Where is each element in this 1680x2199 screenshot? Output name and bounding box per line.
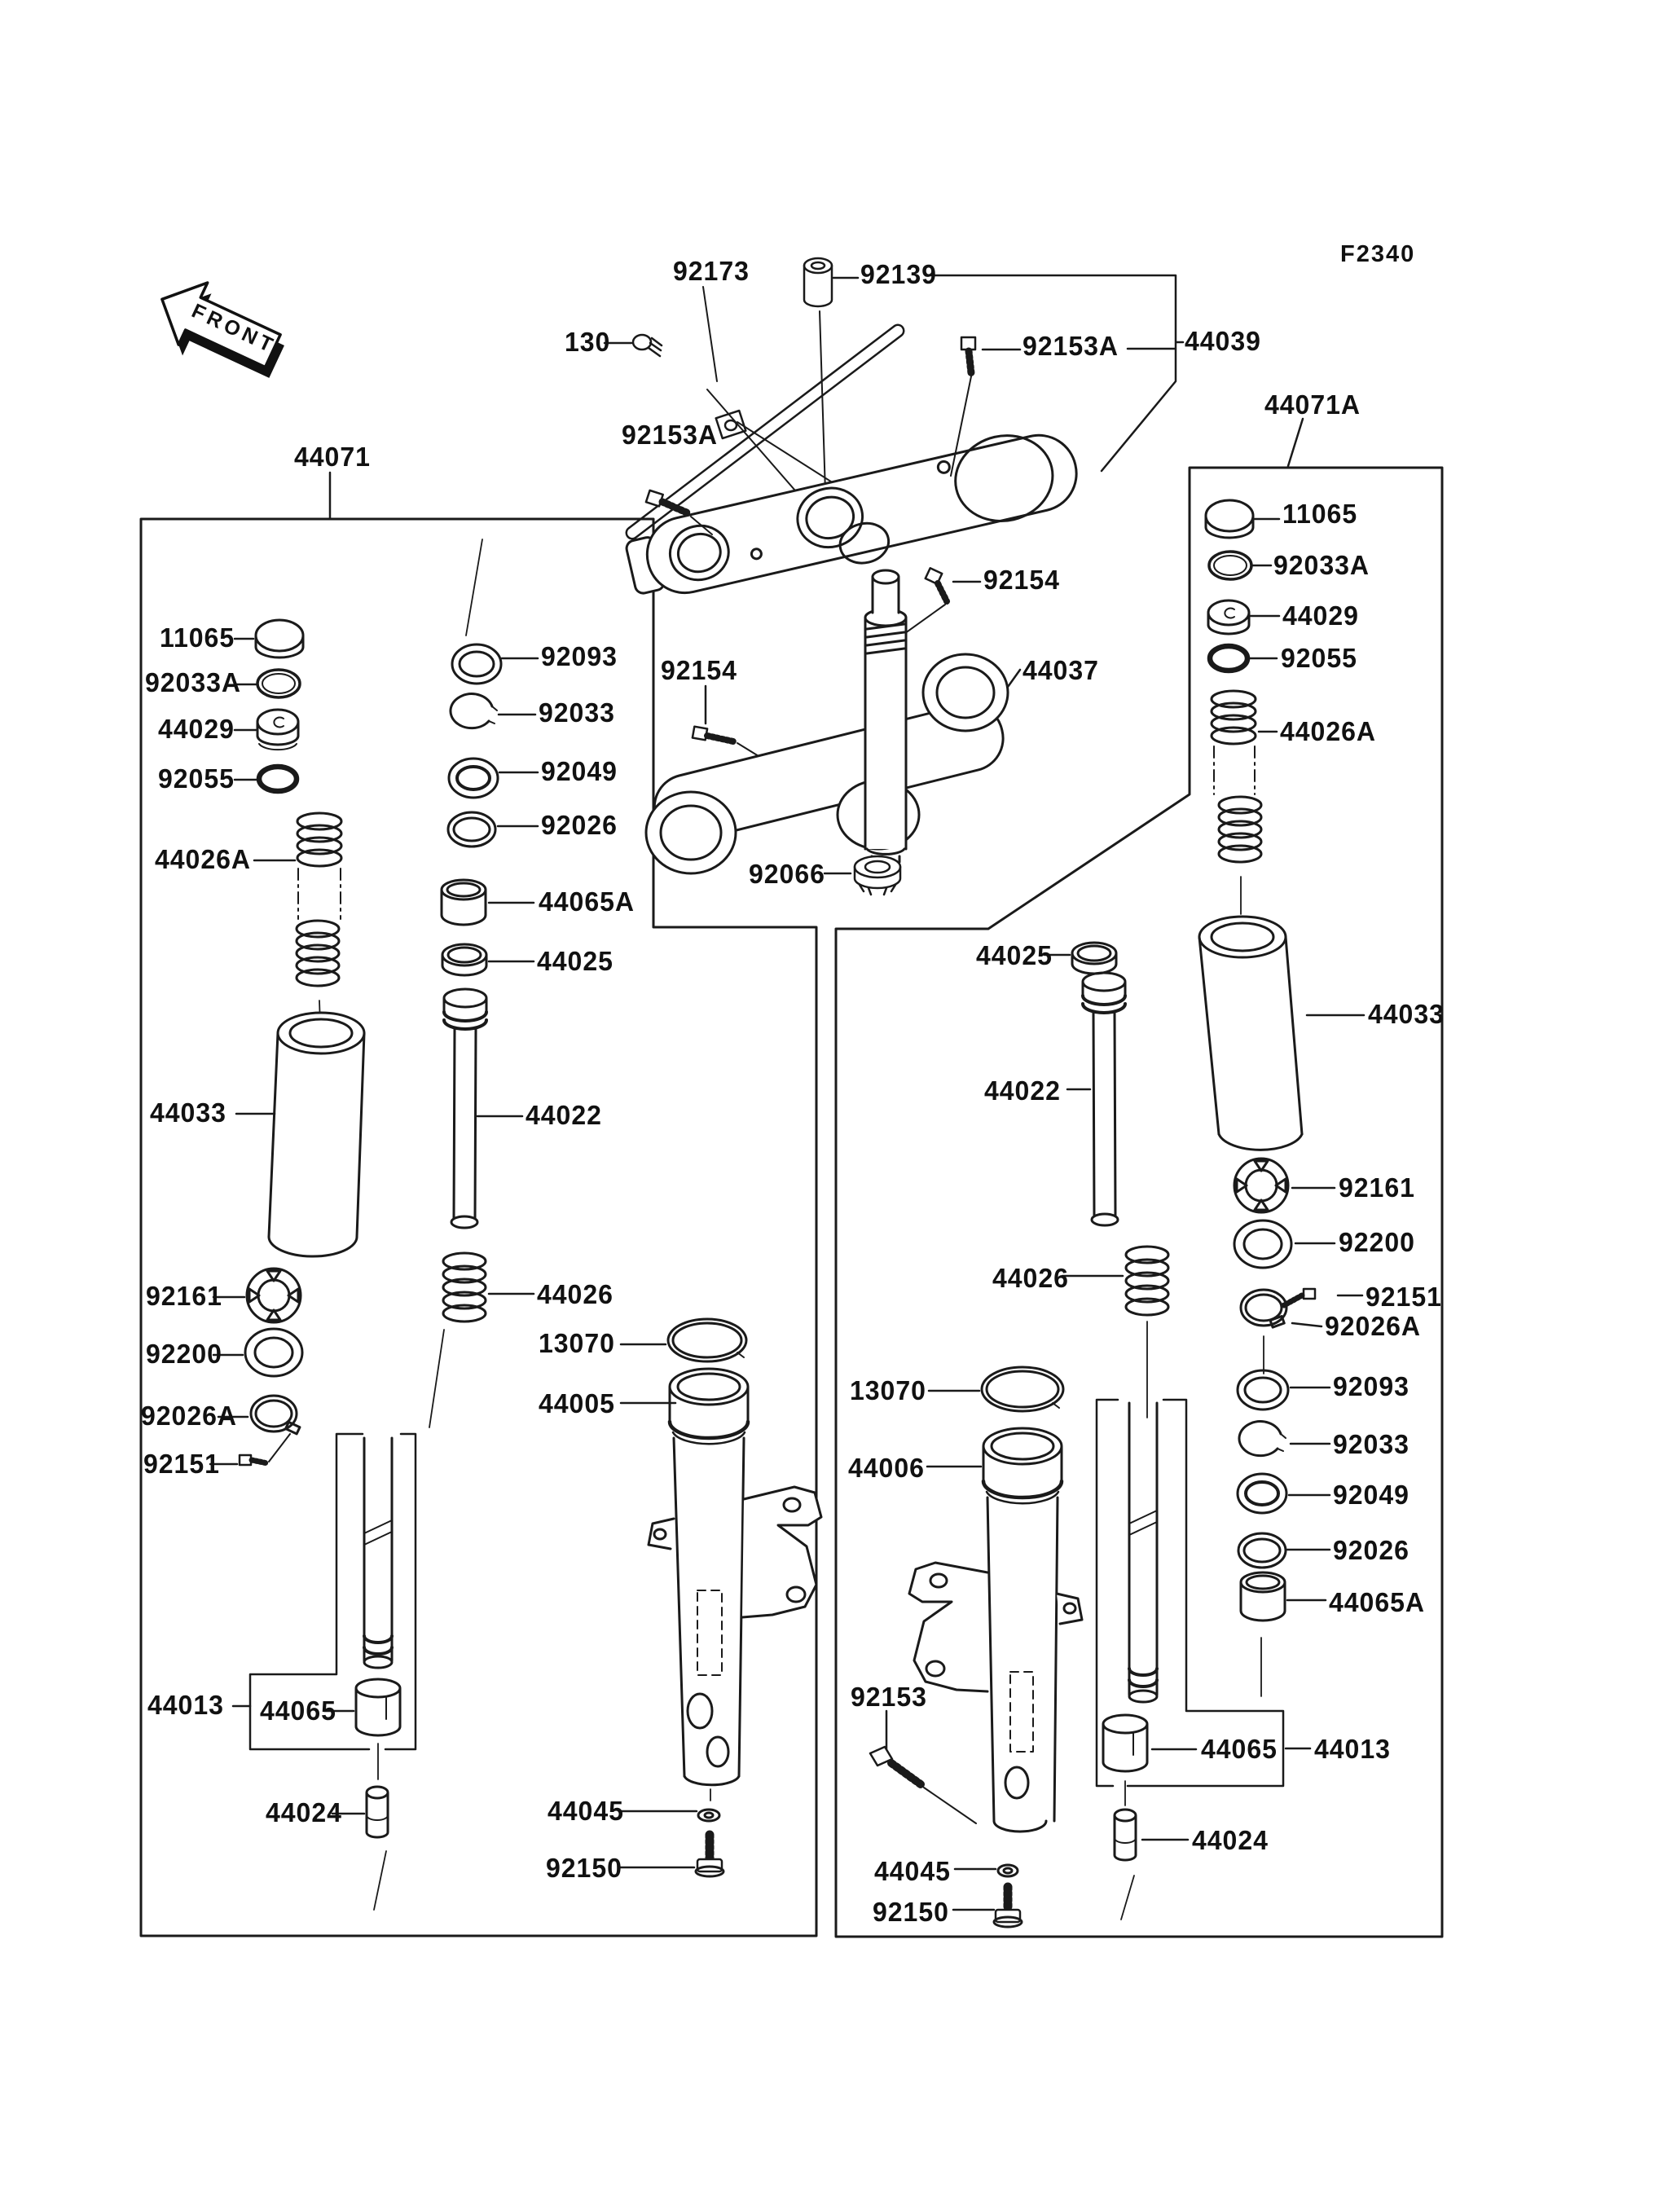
left-main-spring-44026-drawing [429, 1253, 534, 1427]
label-lower-clamp-44037: 44037 [1023, 655, 1099, 685]
label-right-92153: 92153 [851, 1682, 927, 1712]
label-bolt-92153A-left: 92153A [622, 420, 718, 450]
stay-nut-130-drawing [605, 335, 662, 356]
right-collar-44065A-drawing [1241, 1572, 1326, 1696]
right-outer-tube-44006-drawing [909, 1428, 1082, 1832]
right-inner-tube-44022-drawing [1067, 973, 1125, 1225]
label-left-44033: 44033 [150, 1097, 226, 1128]
label-left-44045: 44045 [548, 1796, 624, 1826]
label-left-92026A: 92026A [141, 1401, 237, 1431]
left-cylinder-unit-44033-drawing [236, 1013, 364, 1256]
right-piston-44029-drawing [1208, 600, 1279, 634]
label-bolt-92154-lower: 92154 [661, 655, 737, 685]
label-stem-nut-92066: 92066 [749, 859, 825, 889]
right-bottom-bolt-92150-drawing [953, 1887, 1022, 1927]
label-right-92055: 92055 [1281, 643, 1357, 673]
left-inner-tube-lower-segment [364, 1438, 392, 1668]
label-right-44065A: 44065A [1329, 1587, 1425, 1617]
label-left-92150: 92150 [546, 1853, 622, 1883]
label-right-44013: 44013 [1314, 1734, 1391, 1764]
right-main-spring-44026-drawing [1062, 1247, 1168, 1418]
left-piston-44029-drawing [235, 710, 298, 750]
label-left-92093: 92093 [541, 641, 618, 671]
left-rebound-spring-44026A-drawing [254, 813, 341, 1025]
label-right-92200: 92200 [1339, 1227, 1415, 1257]
left-inner-tube-44022-drawing [444, 989, 522, 1228]
label-right-92161: 92161 [1339, 1172, 1415, 1203]
steering-stem-nut-92066-drawing [825, 856, 900, 895]
left-collar-ring-44025-drawing [442, 944, 534, 975]
label-right-44026: 44026 [992, 1263, 1069, 1293]
front-arrow-label: FRONT [187, 299, 280, 358]
label-left-44026: 44026 [537, 1279, 614, 1309]
label-bushing-92139: 92139 [860, 259, 937, 289]
label-right-92093: 92093 [1333, 1371, 1410, 1401]
label-right-92049: 92049 [1333, 1480, 1410, 1510]
left-gasket-92026-drawing [448, 812, 538, 847]
label-left-92049: 92049 [541, 756, 618, 786]
label-left-13070: 13070 [539, 1328, 615, 1358]
label-left-44022: 44022 [526, 1100, 602, 1130]
right-oring-92033A-drawing [1209, 552, 1271, 579]
left-kit-box [141, 473, 816, 1936]
right-axle-bolt-92153-drawing [870, 1711, 976, 1823]
left-spring-seat-92161-drawing [213, 1269, 301, 1322]
label-left-44013: 44013 [147, 1690, 224, 1720]
label-left-44065A: 44065A [539, 886, 635, 917]
label-right-group-44071A: 44071A [1264, 389, 1361, 420]
right-spacer-44024-drawing [1115, 1810, 1188, 1920]
label-bolt-92154-upper: 92154 [983, 565, 1060, 595]
right-retaining-ring-92033-drawing [1239, 1422, 1330, 1456]
left-clamp-screw-92151-drawing [210, 1434, 290, 1465]
label-left-44029: 44029 [158, 714, 235, 744]
right-clamp-ring-92026A-drawing [1241, 1290, 1322, 1374]
right-washer-92200-drawing [1234, 1220, 1335, 1268]
label-right-44025: 44025 [976, 940, 1053, 970]
label-stay-92173: 92173 [673, 256, 750, 286]
lower-triple-clamp-drawing [646, 570, 1020, 873]
right-piston-ring-13070-drawing [929, 1367, 1063, 1411]
label-right-92033A: 92033A [1273, 550, 1370, 580]
right-bottom-washer-44045-drawing [955, 1865, 1018, 1876]
left-washer-92200-drawing [213, 1329, 302, 1376]
label-left-92055: 92055 [158, 763, 235, 794]
label-left-44005: 44005 [539, 1388, 615, 1418]
label-left-92151: 92151 [143, 1449, 220, 1479]
left-outer-tube-44005-drawing [621, 1369, 821, 1801]
left-collar-44065A-drawing [442, 880, 534, 925]
label-right-92026A: 92026A [1325, 1311, 1421, 1341]
left-oil-seal-92093-drawing [452, 539, 538, 684]
label-right-92151: 92151 [1366, 1282, 1442, 1312]
steering-stem [865, 570, 906, 862]
label-bolt-92153A-right: 92153A [1023, 331, 1119, 361]
right-cylinder-unit-44033-drawing [1199, 917, 1364, 1150]
label-right-44029: 44029 [1282, 600, 1359, 631]
diagram-code: F2340 [1340, 241, 1416, 267]
label-left-44026A: 44026A [155, 844, 251, 874]
label-left-44024: 44024 [266, 1797, 342, 1827]
label-right-44045: 44045 [874, 1856, 951, 1886]
right-inner-tube-lower-segment [1129, 1403, 1157, 1702]
label-right-44033: 44033 [1368, 999, 1445, 1029]
left-bottom-washer-44045-drawing [621, 1810, 719, 1821]
right-clamp-screw-92151-drawing [1284, 1289, 1362, 1305]
right-dust-seal-92049-drawing [1238, 1474, 1330, 1513]
left-bottom-bolt-92150-drawing [619, 1835, 723, 1876]
label-right-92033: 92033 [1333, 1429, 1410, 1459]
label-left-92200: 92200 [146, 1339, 222, 1369]
label-right-92026: 92026 [1333, 1535, 1410, 1565]
label-left-group-44071: 44071 [294, 442, 371, 472]
left-top-cap-11065-drawing [235, 620, 303, 658]
label-left-92026: 92026 [541, 810, 618, 840]
label-right-11065: 11065 [1282, 499, 1358, 529]
right-oil-seal-92093-drawing [1238, 1370, 1330, 1410]
label-right-44022: 44022 [984, 1075, 1061, 1106]
label-right-44065: 44065 [1201, 1734, 1278, 1764]
label-right-92150: 92150 [873, 1897, 949, 1927]
label-left-44025: 44025 [537, 946, 614, 976]
label-left-44065: 44065 [260, 1695, 336, 1726]
label-left-11065: 11065 [160, 622, 235, 653]
right-collar-ring-44025-drawing [1045, 943, 1116, 974]
right-oring-92055-drawing [1210, 646, 1277, 671]
left-guide-bushing-44065-drawing [324, 1679, 400, 1779]
left-oring-92055-drawing [235, 767, 297, 791]
label-right-44026A: 44026A [1280, 716, 1376, 746]
label-right-44006: 44006 [848, 1453, 925, 1483]
label-nut-130: 130 [565, 327, 611, 357]
label-upper-clamp-44039: 44039 [1185, 326, 1261, 356]
right-rebound-spring-44026A-drawing [1212, 691, 1277, 914]
label-left-92033: 92033 [539, 697, 615, 728]
left-retaining-ring-92033-drawing [451, 694, 535, 728]
left-piston-ring-13070-drawing [621, 1319, 746, 1361]
label-left-92161: 92161 [146, 1281, 222, 1311]
label-left-92033A: 92033A [145, 667, 241, 697]
right-top-cap-11065-drawing [1206, 500, 1279, 538]
label-right-13070: 13070 [850, 1375, 926, 1405]
left-dust-seal-92049-drawing [449, 759, 538, 798]
right-gasket-92026-drawing [1238, 1533, 1330, 1568]
label-right-44024: 44024 [1192, 1825, 1269, 1855]
left-oring-92033A-drawing [236, 670, 300, 697]
right-spring-seat-92161-drawing [1234, 1159, 1335, 1212]
